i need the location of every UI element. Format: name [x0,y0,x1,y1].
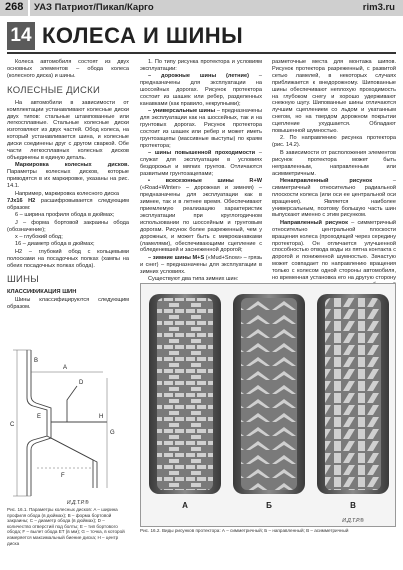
section-heading-wheel-discs: КОЛЕСНЫЕ ДИСКИ [7,84,101,96]
list-item: 6 – ширина профиля обода в дюймах; [15,212,115,219]
bold-term: Маркировка колесных дисков. [15,162,129,169]
figure-label: F [61,473,65,479]
figure-tread-patterns [140,283,396,527]
figure-label: H [99,414,104,420]
bold-term: – универсальные шины [148,108,216,115]
paragraph: На автомобили в зависимости от комплектации устанавливают колесные диски двух типов: стальные штампованные или легкосплавные. Стальные колесные диски изготовляют из двух частей. Обод колеса, на который устанавливается шина, и колесные диски соединены друг с другом сваркой. Обе части легкосплавных колесных дисков объединены в единую деталь. [7,99,129,161]
paragraph: В зависимости от расположения элементов рисунок протектора может быть неправленным, направленным или асимметричным. [272,149,396,177]
tread-patterns-illustration [141,284,397,528]
bold-term: Направленный рисунок [280,219,348,226]
figure-mark: И.Д.Т.Р.® [342,518,364,524]
bold-term: – дорожные шины (летние) [148,73,249,80]
bold-term: Ненаправленный рисунок [280,177,373,184]
figure-label: A [63,365,68,371]
figure-label: Б [266,501,272,510]
chapter-rule [7,52,396,54]
header-title: УАЗ Патриот/Пикап/Карго [34,2,154,13]
list-item: J – форма бортовой закраины обода (обозначение); [7,219,129,233]
figure-label: В [350,501,356,510]
column-1 [7,59,129,311]
figure-label: G [110,430,115,436]
figure-label: А [182,501,188,510]
wheel-profile-diagram [7,338,129,508]
figure-mark: И.Д.Т.Р.® [67,500,89,506]
tire-symmetric [149,294,221,494]
paragraph: – шины повышенной проходимости – служат для эксплуатации в условиях бездорожья и мягких грунтов. Отличаются развитыми грунтозацепами; [140,150,262,177]
paragraph: Направленный рисунок – симметричный относительно центральной плоскости вращения колеса (проходящей через середину протектора). Он отличается улучшенной способностью отвода воды из пятна контакта с дорогой и пониженной шумностью. Зачастую может совпадает по направлению вращения только с колесом одной стороны автомобиля, но временная установка его на другую сторону [272,219,396,282]
paragraph: 2. По направлению рисунка протектора (рис. 14.2). [272,135,396,149]
figure-label: C [10,422,15,428]
header-site: rim3.ru [362,2,395,13]
figure-1-caption: Рис. 16.1. Параметры колесных дисков: A – ширина профиля обода (в дюймах); B – форма бортовой закраины; C – диаметр обода (в дюймах); D – количество отверстий под болты; E – тип бортового обода; F – вылет обода ET (в мм); G – точка, в которой измеряется максимальный биение диска; H – центр диска [7,507,125,546]
figure-label: D [79,380,84,386]
intro-paragraph: Колеса автомобиля состоят из двух основных элементов – обода колеса (колесного диска) и шины. [7,59,129,79]
page-number: 268 [5,1,24,13]
paragraph: – дорожные шины (летние) – предназначены для эксплуатации на шоссейных дорогах. Рисунок протектора состоит из шашек или ребер, разделенных канавками (как правило, некрупными); [140,73,262,107]
figure-label: E [37,414,42,420]
paragraph: Маркировка колесных дисков. Параметры колесных дисков, которые приводятся в их маркировке, указаны на рис. 14.1. [7,162,129,190]
figure-2-caption: Рис. 16.2. Виды рисунков протектора: А – симметричный; Б – направленный; В – асимметричный [140,528,349,533]
paragraph: разметочные места для монтажа шипов. Рисунок протектора разреженный, с развитой сетью ламелей, в некоторых случаях приближается к внедорожному. Шипованные шины обеспечивают неплохую проходимость на глубоком снегу и хорошо удерживают снежную шугу. Шипованные шины отличаются лучшим сцеплением со льдом и укатанным снегом, но на твердом дорожном покрытии сцепление ухудшается. Обладают повышенной шумностью. [272,59,396,135]
bold-term: 7Jx16 H2 [7,197,36,204]
page-header [0,0,403,16]
tire-directional [233,294,305,494]
chapter-title: КОЛЕСА И ШИНЫ [42,23,244,48]
paragraph: Шины классифицируются следующим образом. [7,296,129,310]
paragraph: • всесезонные шины R+W («Road+Winter» – дорожная и зимняя) – предназначены для эксплуатации как в зимнее, так и в летнее время. Обеспечивают приемлемую реализацию характеристик эксплуатации при круглогодичном использовании по шоссейным и грунтовым дорогам. Рисунок более разреженный, чем у дорожных, и может быть с микроканавками (ламелями), обеспечивающими сцепление с обледеневшей и заснеженной дорогой; [140,178,262,254]
bold-term: – шины повышенной проходимости [148,150,256,157]
figure-wheel-profile [7,338,129,508]
paragraph: Ненаправленный рисунок – симметричный относительно радиальной плоскости колеса (или оси ее центральной оси вращения). Является наиболее универсальным, поэтому большую часть шин выпускают именно с этим рисунком. [272,177,396,219]
list-item: x – глубокий обод; [15,233,63,240]
paragraph: – зимние шины M+S («Mud+Snow» – грязь и снег) – предназначены для эксплуатации в зимних условиях. [140,254,262,275]
paragraph: 7Jx16 H2 расшифровывается следующим образом: [7,197,130,211]
paragraph: Например, маркировка колесного диска [15,190,119,197]
paragraph: 1. По типу рисунка протектора и условиям эксплуатации: [140,59,262,72]
figure-label: B [34,358,39,364]
list-item: H2 – глубокий обод с кольцевыми полосками на посадочных полках (хампы на обеих посадочных полках обода). [7,248,129,269]
tire-asymmetric [317,294,389,494]
paragraph: – универсальные шины – предназначены для эксплуатации как на шоссейных, так и на грунтовых дорогах. Рисунок протектора состоит из шашек или ребер и может иметь грунтозацепы (массивные выступы) по краям протектора; [140,108,262,149]
subheading-classification: КЛАССИФИКАЦИЯ ШИН [7,289,77,296]
bold-term: – зимние шины M+S [148,254,205,261]
bold-term: • всесезонные шины R+W [148,178,262,185]
section-heading-tires: ШИНЫ [7,274,40,286]
chapter-number: 14 [7,22,35,50]
list-item: 16 – диаметр обода в дюймах; [15,241,95,248]
header-divider [28,0,30,16]
paragraph: Существуют два типа зимних шин: [148,276,239,283]
